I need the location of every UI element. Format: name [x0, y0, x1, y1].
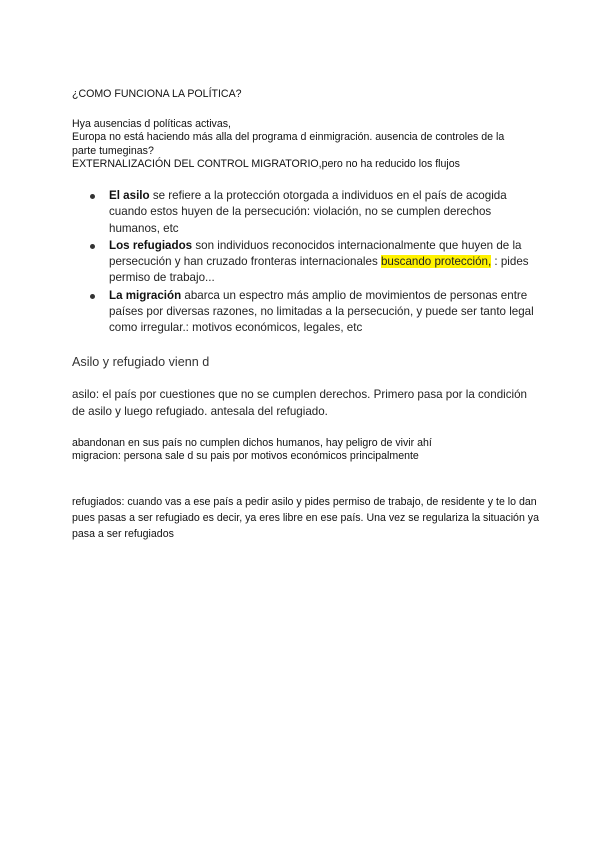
intro-line: Europa no está haciendo más alla del programa d einmigración. ausencia de controles de la [72, 131, 505, 144]
refugiados-paragraph: refugiados: cuando vas a ese país a pedir asilo y pides permiso de trabajo, de residente y te lo dan pues pasas a ser refugiado es decir, ya eres libre en ese país. Una vez se regulariza la situación ya pasa a ser refugiados [72, 496, 539, 540]
bullet-term: El asilo [109, 189, 150, 202]
bullet-term: La migración [109, 288, 182, 302]
bullet-text: se refiere a la protección otorgada a individuos en el país de acogida cuando estos huyen de la persecución: violación, no se cumplen derechos humanos, etc [109, 189, 507, 235]
doc-title: ¿COMO FUNCIONA LA POLÍTICA? [72, 88, 242, 100]
bullet-refugiados [72, 238, 534, 287]
bullet-asilo [72, 188, 534, 237]
intro-line: Hya ausencias d políticas activas, [72, 118, 231, 130]
intro-paragraph [72, 118, 542, 172]
bullet-dot-icon [90, 294, 95, 299]
abandon-line: abandonan en sus país no cumplen dichos humanos, hay peligro de vivir ahí [72, 437, 432, 449]
abandon-line: migracion: persona sale d su pais por motivos económicos principalmente [72, 450, 419, 463]
highlighted-text: buscando protección, [380, 255, 492, 269]
abandon-paragraph [72, 437, 542, 464]
bullet-term: Los refugiados [109, 238, 193, 252]
bullet-dot-icon [90, 194, 95, 199]
bullet-migracion [72, 288, 534, 337]
intro-line: EXTERNALIZACIÓN DEL CONTROL MIGRATORIO,pero no ha reducido los flujos [72, 158, 460, 171]
bullet-dot-icon [90, 244, 95, 249]
bullet-text-after: : pides permiso de trabajo... [109, 255, 529, 285]
section-heading: Asilo y refugiado vienn d [72, 355, 210, 369]
bullet-text: son individuos reconocidos internacionalmente que huyen de la persecución y han cruzado fronteras internacionales [109, 238, 522, 269]
asilo-paragraph: asilo: el país por cuestiones que no se cumplen derechos. Primero pasa por la condición de asilo y luego refugiado. antesala del refugiado. [72, 388, 527, 418]
intro-line: parte tumeginas? [72, 144, 154, 157]
bullet-list [72, 188, 534, 338]
bullet-text: abarca un espectro más amplio de movimientos de personas entre países por diversas razones, no limitadas a la persecución, y puede ser tanto legal como irregular.: motivos económicos, legales, etc [109, 288, 534, 335]
